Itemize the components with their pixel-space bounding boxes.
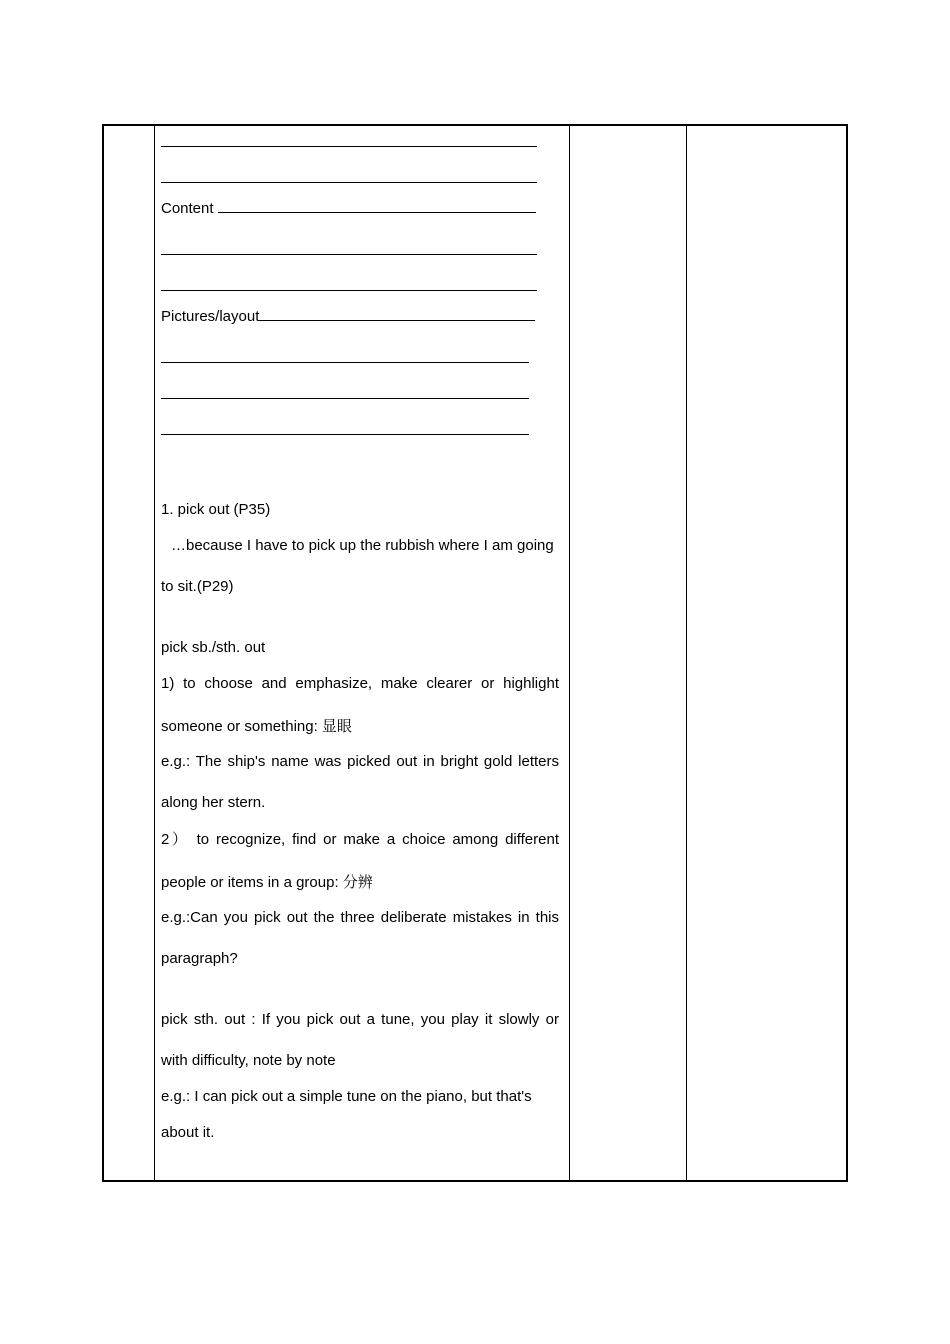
blank-line — [161, 170, 537, 188]
example-2-line-1: e.g.:Can you pick out the three deliberate mistakes in this — [161, 909, 559, 926]
blank-line — [161, 386, 529, 404]
content-cell — [161, 124, 559, 1180]
blank-line — [161, 242, 537, 260]
definition-2-text: people or items in a group: — [161, 874, 343, 891]
context-line-1: …because I have to pick up the rubbish where I am going — [171, 537, 554, 554]
pictures-layout-label: Pictures/layout — [161, 308, 260, 325]
blank-line — [161, 278, 537, 296]
definition-1-text: someone or something: — [161, 718, 322, 735]
column-divider — [569, 126, 570, 1180]
definition-2-chinese: 分辨 — [342, 873, 373, 891]
definition-2-line-2 — [161, 873, 373, 892]
definition-1-chinese: 显眼 — [321, 717, 352, 735]
phrase-2-line-1: pick sth. out : If you pick out a tune, you play it slowly or — [161, 1011, 559, 1028]
context-line-2: to sit.(P29) — [161, 578, 234, 595]
definition-1-line-1: 1) to choose and emphasize, make clearer or highlight — [161, 675, 559, 692]
column-divider — [686, 126, 687, 1180]
example-1-line-1: e.g.: The ship's name was picked out in bright gold letters — [161, 753, 559, 770]
blank-line — [161, 134, 537, 152]
vocab-heading: 1. pick out (P35) — [161, 501, 271, 518]
content-label: Content — [161, 200, 214, 217]
definition-1-line-2 — [161, 717, 352, 736]
example-2-line-2: paragraph? — [161, 950, 238, 967]
blank-line — [161, 422, 529, 440]
blank-line — [161, 350, 529, 368]
phrase-1: pick sb./sth. out — [161, 639, 266, 656]
definition-2-line-1: 2） to recognize, find or make a choice among different — [161, 831, 559, 848]
phrase-2-line-2: with difficulty, note by note — [161, 1052, 336, 1069]
pictures-layout-line — [161, 308, 535, 326]
content-line — [161, 200, 536, 218]
column-divider — [154, 126, 155, 1180]
example-1-line-2: along her stern. — [161, 794, 266, 811]
example-3-line-1: e.g.: I can pick out a simple tune on the piano, but that's — [161, 1088, 532, 1105]
example-3-line-2: about it. — [161, 1124, 215, 1141]
